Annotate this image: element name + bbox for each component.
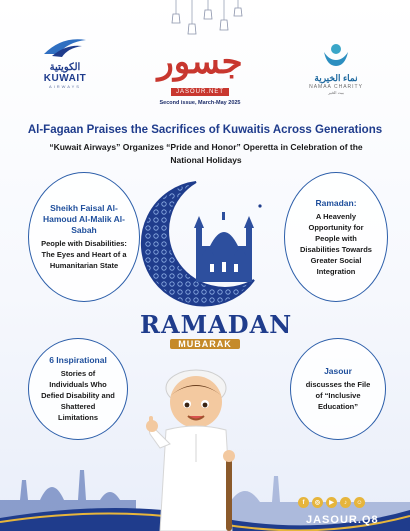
story-bottom-left[interactable] xyxy=(28,338,128,440)
kuwait-airways-bird-icon xyxy=(42,34,88,60)
snapchat-icon[interactable]: ☺ xyxy=(354,497,365,508)
cartoon-boy-illustration xyxy=(140,352,250,531)
youtube-icon[interactable]: ▶ xyxy=(326,497,337,508)
story-bottom-right[interactable] xyxy=(290,338,386,440)
masthead-title: جسور xyxy=(157,42,243,82)
tiktok-icon[interactable]: ♪ xyxy=(340,497,351,508)
masthead xyxy=(120,44,280,106)
kuwait-airways-logo xyxy=(34,34,96,89)
sub-headline[interactable]: “Kuwait Airways” Organizes “Pride and Honor” Operetta in Celebration of the National Holidays xyxy=(49,142,363,165)
social-icons xyxy=(298,497,365,508)
namaa-arabic: نماء الخيرية xyxy=(314,73,358,83)
story-body: People with Disabilities: The Eyes and Heart of a Humanitarian State xyxy=(41,239,127,270)
ramadan-title: RAMADAN xyxy=(140,310,293,339)
story-highlight: Jasour xyxy=(324,366,352,376)
main-headline[interactable]: Al-Fagaan Praises the Sacrifices of Kuwaitis Across Generations xyxy=(27,124,383,136)
namaa-english: NAMAA CHARITY xyxy=(309,84,363,90)
story-body: A Heavenly Opportunity for People with Disabilities Towards Greater Social Integration xyxy=(300,211,372,276)
story-body: discusses the File of “Inclusive Education” xyxy=(305,380,371,411)
story-body: Stories of Individuals Who Defied Disability and Shattered Limitations xyxy=(41,369,115,422)
namaa-sub: بيت الخير xyxy=(328,90,344,95)
kuwait-airways-sub: AIRWAYS xyxy=(49,84,81,89)
kuwait-airways-arabic: الكويتية xyxy=(49,62,81,73)
namaa-charity-logo xyxy=(296,42,376,95)
mubarak-label: MUBARAK xyxy=(170,339,240,349)
story-highlight: Ramadan: xyxy=(315,197,357,208)
story-top-left[interactable] xyxy=(28,172,140,302)
facebook-icon[interactable]: f xyxy=(298,497,309,508)
hanging-lanterns-icon xyxy=(168,0,246,44)
namaa-hands-icon xyxy=(321,42,351,68)
crescent-mosque-icon xyxy=(136,176,276,312)
instagram-icon[interactable]: ◎ xyxy=(312,497,323,508)
kuwait-airways-name: KUWAIT xyxy=(43,73,87,84)
issue-date: Second issue, March-May 2025 xyxy=(159,100,241,106)
story-highlight: 6 Inspirational xyxy=(49,355,107,365)
footer-handle[interactable]: JASOUR.Q8 xyxy=(306,514,379,526)
story-highlight: Sheikh Faisal Al-Hamoud Al-Malik Al-Sabah xyxy=(42,203,125,235)
story-top-right[interactable] xyxy=(284,172,388,302)
masthead-url[interactable]: JASOUR.NET xyxy=(171,88,229,96)
